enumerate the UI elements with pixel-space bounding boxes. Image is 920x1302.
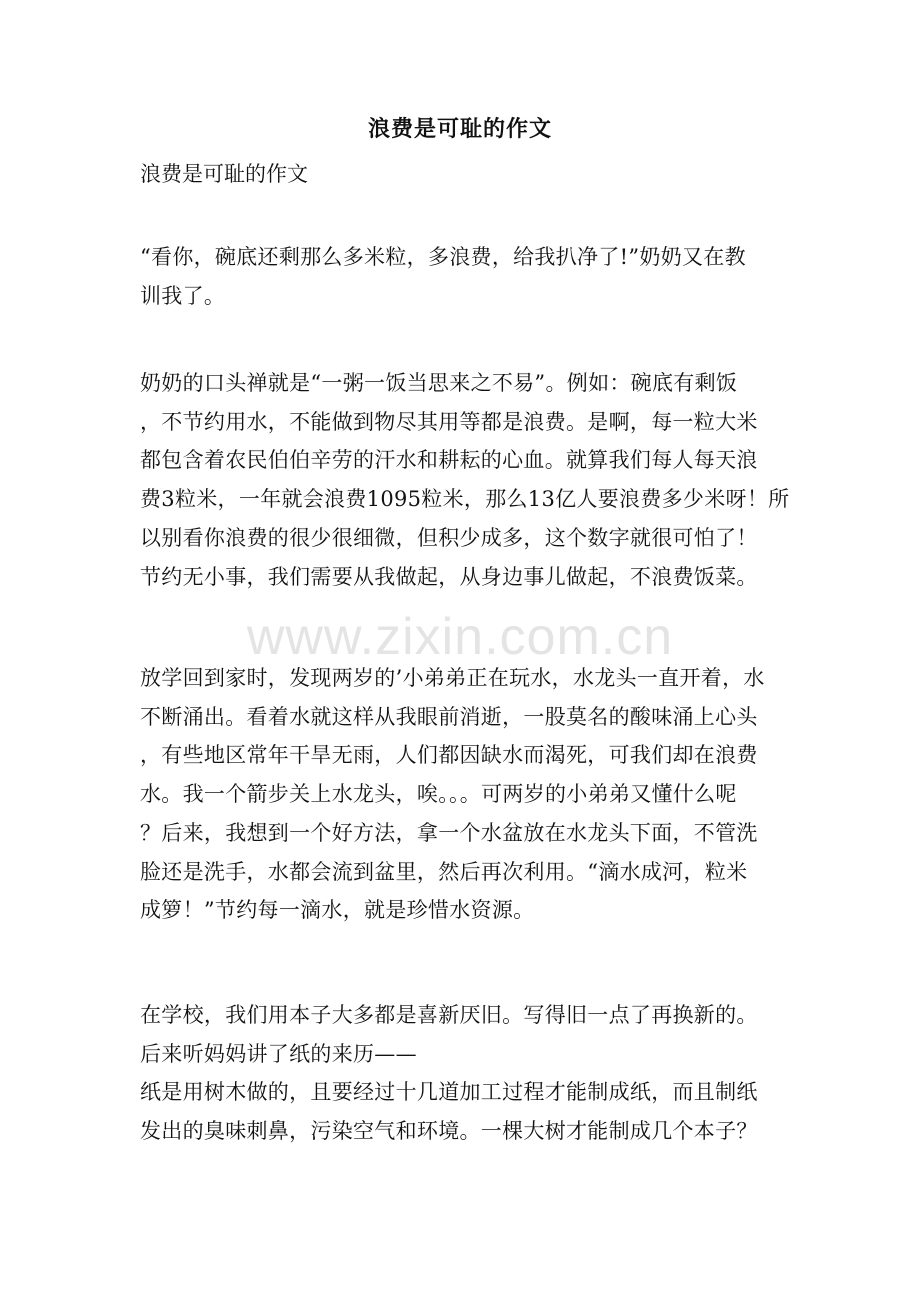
paragraph-line: 不断涌出。看着水就这样从我眼前消逝，一股莫名的酸味涌上心头	[140, 704, 758, 729]
paragraph-line: 纸是用树木做的，且要经过十几道加工过程才能制成纸，而且制纸	[140, 1080, 758, 1105]
paragraph-line: 在学校，我们用本子大多都是喜新厌旧。写得旧一点了再换新的。	[140, 1003, 758, 1027]
watermark: www.zixin.com.cn	[246, 608, 674, 666]
paragraph-line: 放学回到家时，发现两岁的’小弟弟正在玩水，水龙头一直开着，水	[140, 666, 765, 690]
paragraph-line: 费3粒米，一年就会浪费1095粒米，那么13亿人要浪费多少米呀！所	[140, 487, 790, 512]
paragraph-line: 成箩！”节约每一滴水，就是珍惜水资源。	[140, 898, 535, 923]
paragraph-line: 以别看你浪费的很少很细微，但积少成多，这个数字就很可怕了！	[140, 525, 758, 550]
document-title: 浪费是可耻的作文	[367, 116, 552, 142]
paragraph-line: ，有些地区常年干旱无雨，人们都因缺水而渴死，可我们却在浪费	[140, 743, 758, 768]
paragraph-line: 脸还是洗手，水都会流到盆里，然后再次利用。“滴水成河，粒米	[140, 859, 748, 884]
paragraph-1	[140, 238, 785, 315]
paragraph-line: 奶奶的口头禅就是“一粥一饭当思来之不易”。例如：碗底有剩饭	[140, 371, 738, 395]
paragraph-line: 节约无小事，我们需要从我做起，从身边事儿做起，不浪费饭菜。	[140, 564, 758, 589]
paragraph-2	[140, 364, 790, 596]
paragraph-3	[140, 659, 785, 930]
paragraph-line: ，不节约用水，不能做到物尽其用等都是浪费。是啊，每一粒大米	[140, 409, 758, 434]
paragraph-line: ？后来，我想到一个好方法，拿一个水盆放在水龙头下面，不管洗	[140, 820, 758, 845]
document-subtitle: 浪费是可耻的作文	[140, 162, 308, 186]
paragraph-line: 训我了。	[140, 283, 226, 308]
paragraph-line: 都包含着农民伯伯辛劳的汗水和耕耘的心血。就算我们每人每天浪	[140, 448, 758, 473]
paragraph-line: 水。我一个箭步关上水龙头，唉。。。可两岁的小弟弟又懂什么呢	[140, 782, 737, 807]
paragraph-4	[140, 996, 785, 1151]
paragraph-line: 后来听妈妈讲了纸的来历——	[140, 1041, 417, 1066]
paragraph-line: 发出的臭味刺鼻，污染空气和环境。一棵大树才能制成几个本子？	[140, 1119, 758, 1144]
paragraph-line: “看你，碗底还剩那么多米粒，多浪费，给我扒净了!”奶奶又在教	[140, 245, 746, 269]
